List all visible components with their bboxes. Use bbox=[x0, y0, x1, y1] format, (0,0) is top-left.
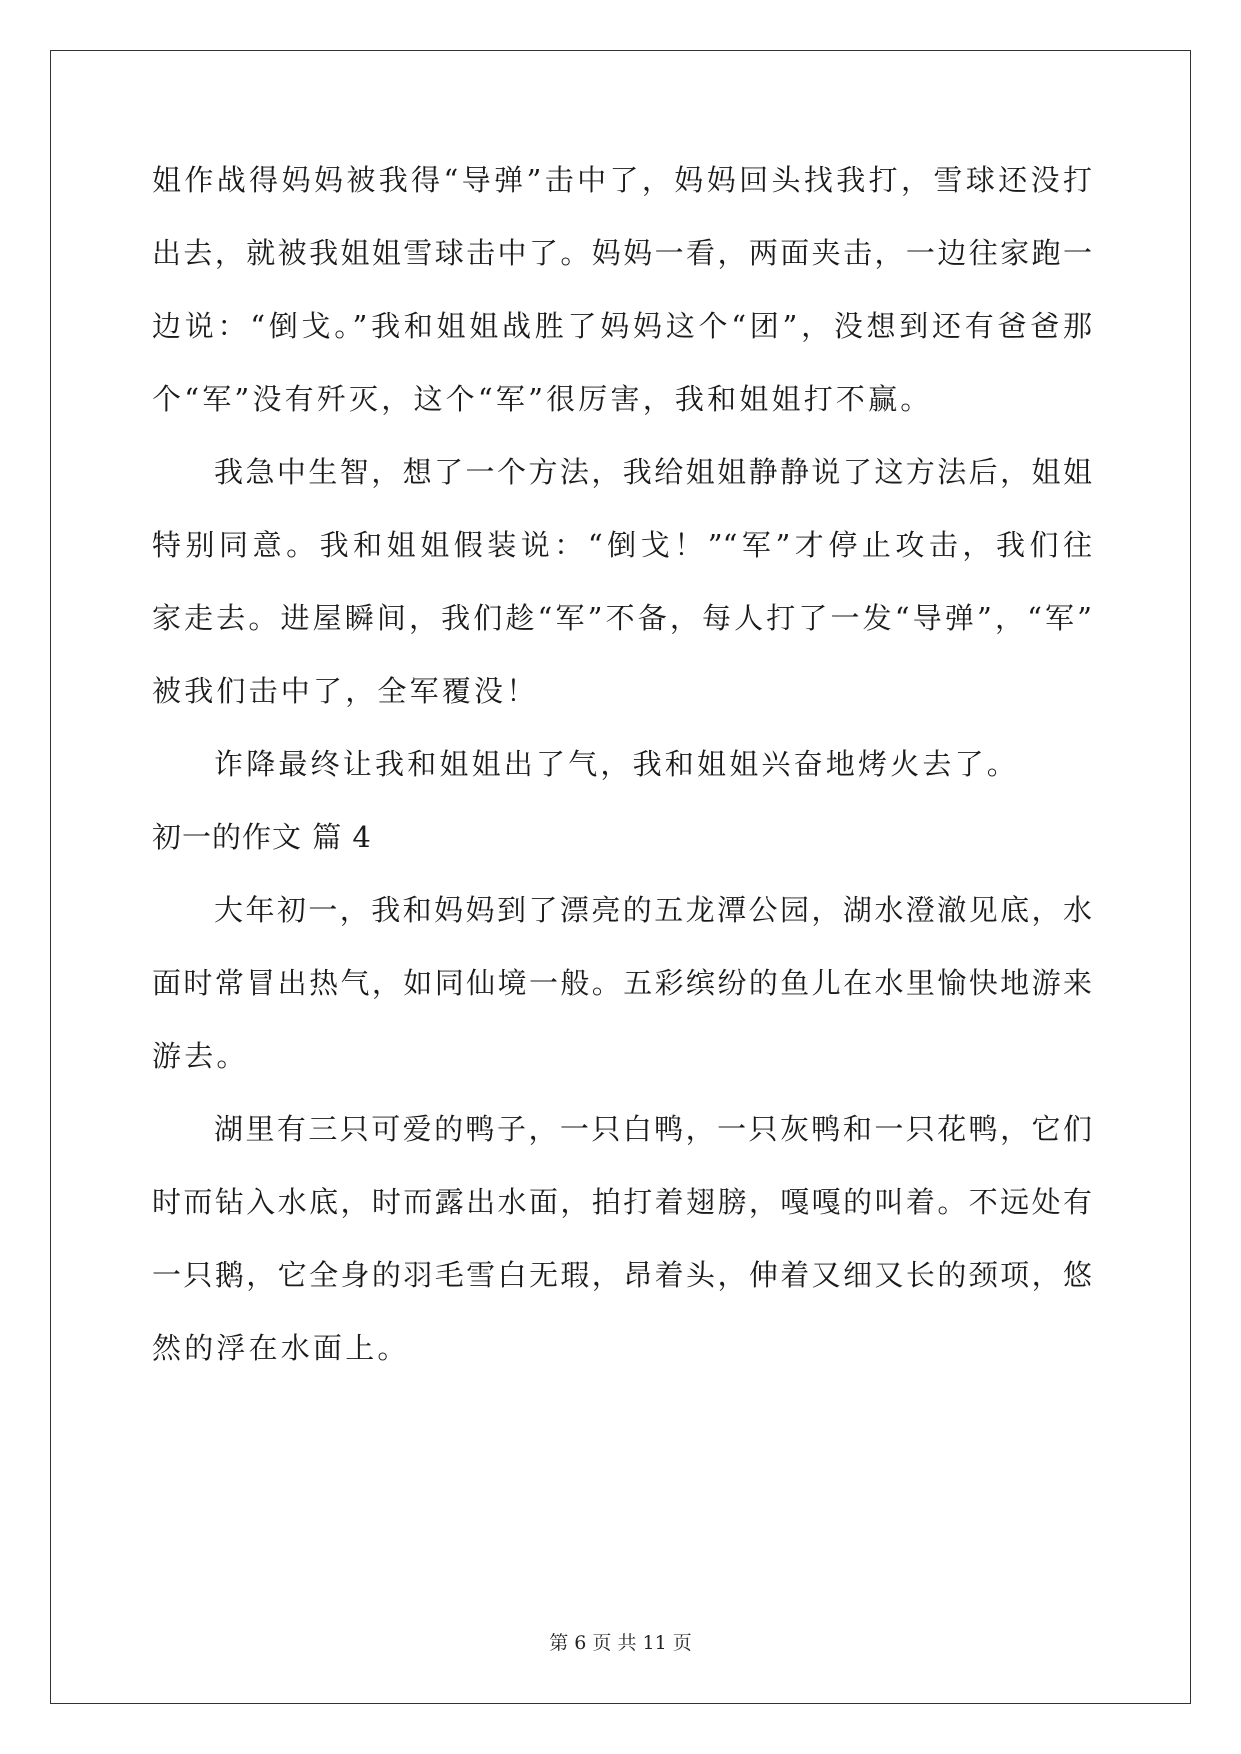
text-line: 游去。 bbox=[152, 1039, 249, 1073]
text-line: 家走去。进屋瞬间，我们趁“军”不备，每人打了一发“导弹”，“军” bbox=[152, 601, 1092, 635]
text-line: 特别同意。我和姐姐假装说：“倒戈！”“军”才停止攻击，我们往 bbox=[152, 528, 1092, 562]
text-line: 边说：“倒戈。”我和姐姐战胜了妈妈这个“团”，没想到还有爸爸那 bbox=[152, 309, 1092, 343]
paragraph-first-line: 大年初一，我和妈妈到了漂亮的五龙潭公园，湖水澄澈见底，水 bbox=[214, 893, 1092, 927]
text-line: 面时常冒出热气，如同仙境一般。五彩缤纷的鱼儿在水里愉快地游来 bbox=[152, 966, 1092, 1000]
section-heading: 初一的作文 篇 4 bbox=[152, 820, 372, 854]
paragraph-first-line: 诈降最终让我和姐姐出了气，我和姐姐兴奋地烤火去了。 bbox=[214, 747, 1020, 781]
text-line: 被我们击中了，全军覆没！ bbox=[152, 674, 539, 708]
page-border bbox=[50, 50, 1191, 1704]
paragraph-first-line: 我急中生智，想了一个方法，我给姐姐静静说了这方法后，姐姐 bbox=[214, 455, 1092, 489]
paragraph-first-line: 湖里有三只可爱的鸭子，一只白鸭，一只灰鸭和一只花鸭，它们 bbox=[214, 1112, 1092, 1146]
text-line: 然的浮在水面上。 bbox=[152, 1331, 410, 1365]
text-line: 时而钻入水底，时而露出水面，拍打着翅膀，嘎嘎的叫着。不远处有 bbox=[152, 1185, 1092, 1219]
text-line: 姐作战得妈妈被我得“导弹”击中了，妈妈回头找我打，雪球还没打 bbox=[152, 163, 1092, 197]
text-line: 一只鹅，它全身的羽毛雪白无瑕，昂着头，伸着又细又长的颈项，悠 bbox=[152, 1258, 1092, 1292]
page-number-footer: 第 6 页 共 11 页 bbox=[549, 1632, 692, 1654]
text-line: 个“军”没有歼灭，这个“军”很厉害，我和姐姐打不赢。 bbox=[152, 382, 933, 416]
text-line: 出去，就被我姐姐雪球击中了。妈妈一看，两面夹击，一边往家跑一 bbox=[152, 236, 1092, 270]
